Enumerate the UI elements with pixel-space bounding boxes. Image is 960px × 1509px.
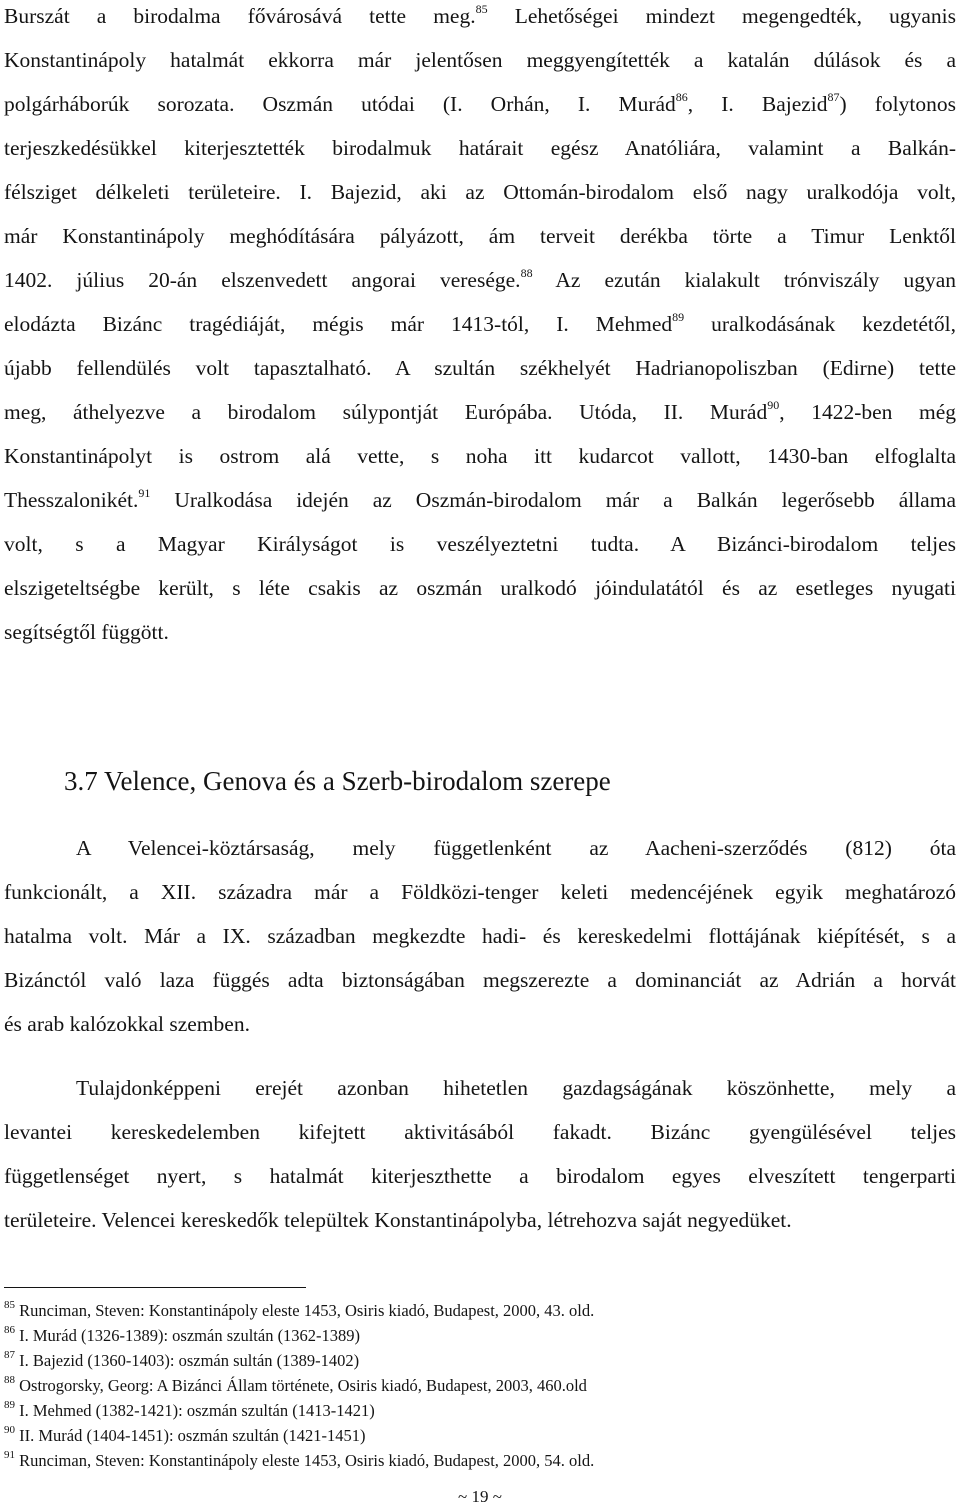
body-line [4,618,956,646]
footnote-text: Ostrogorsky, Georg: A Bizánci Állam története, Osiris kiadó, Budapest, 2003, 460.old [19,1376,587,1395]
body-line [76,1074,956,1102]
text-run: meg, áthelyezve a birodalom súlypontját Európába. Utóda, II. Murád [4,400,768,424]
text-run: és arab kalózokkal szemben. [4,1012,250,1036]
footnote-number: 87 [4,1349,15,1361]
text-run: , I. Bajezid [687,92,828,116]
text-run: terjeszkedésükkel kiterjesztették birodalmuk határait egész Anatóliára, valamint a Balkán- [4,136,956,160]
body-line [4,90,956,118]
text-run: elodázta Bizánc tragédiáját, mégis már 1413-tól, I. Mehmed [4,312,673,336]
text-run: segítségtől függött. [4,620,169,644]
text-run: Konstantinápolyt is ostrom alá vette, s noha itt kudarcot vallott, 1430-ban elfoglalta [4,444,956,468]
body-line [4,266,956,294]
body-line [4,486,956,514]
footnote [4,1325,360,1347]
text-run: Thesszalonikét. [4,488,139,512]
footnote-ref: 91 [138,486,151,500]
footnote-number: 88 [4,1374,15,1386]
text-run: polgárháborúk sorozata. Oszmán utódai (I. Orhán, I. Murád [4,92,676,116]
footnote-number: 91 [4,1449,15,1461]
body-line [4,1206,956,1234]
footnote [4,1450,594,1472]
text-run: 1402. július 20-án elszenvedett angorai veresége. [4,268,521,292]
body-line [4,442,956,470]
footnote-ref: 88 [520,266,533,280]
footnote-ref: 87 [827,90,840,104]
footnote-ref: 90 [767,398,780,412]
text-run: Bizánctól való laza függés adta biztonságában megszerezte a dominanciát az Adrián a horvát [4,968,956,992]
footnote [4,1375,587,1397]
footnote-separator [4,1287,306,1288]
text-run: , 1422-ben még [779,400,956,424]
text-run: Burszát a birodalma fővárosává tette meg. [4,4,476,28]
footnote [4,1425,366,1447]
footnote [4,1300,594,1322]
body-line [4,1162,956,1190]
footnote-text: Runciman, Steven: Konstantinápoly eleste 1453, Osiris kiadó, Budapest, 2000, 43. old. [19,1301,595,1320]
footnote-ref: 89 [672,310,685,324]
text-run: A Velencei-köztársaság, mely függetlenként az Aacheni-szerződés (812) óta [76,836,956,860]
body-line [4,574,956,602]
text-run: Uralkodása idején az Oszmán-birodalom már a Balkán legerősebb állama [150,488,956,512]
footnote [4,1400,375,1422]
text-run: függetlenséget nyert, s hatalmát kiterjeszthette a birodalom egyes elveszített tengerparti [4,1164,956,1188]
text-run: Konstantinápoly hatalmát ekkorra már jelentősen meggyengítették a katalán dúlások és a [4,48,956,72]
text-run: Tulajdonképpeni erejét azonban hihetetlen gazdagságának köszönhette, mely a [76,1076,956,1100]
body-line [4,222,956,250]
body-line [4,310,956,338]
text-run: Lehetőségei mindezt megengedték, ugyanis [487,4,956,28]
footnote [4,1350,359,1372]
body-line [4,1118,956,1146]
text-run: levantei kereskedelemben kifejtett aktivitásából fakadt. Bizánc gyengülésével teljes [4,1120,956,1144]
footnote-number: 85 [4,1299,15,1311]
body-line [4,530,956,558]
text-run: ) folytonos [839,92,956,116]
text-run: már Konstantinápoly meghódítására pályázott, ám terveit derékba törte a Timur Lenktől [4,224,956,248]
text-run: Az ezután kialakult trónviszály ugyan [532,268,956,292]
text-run: uralkodásának kezdetétől, [684,312,956,336]
body-line [4,178,956,206]
footnote-text: I. Bajezid (1360-1403): oszmán sultán (1389-1402) [19,1351,360,1370]
body-line [4,966,956,994]
footnote-text: Runciman, Steven: Konstantinápoly eleste 1453, Osiris kiadó, Budapest, 2000, 54. old. [19,1451,595,1470]
body-line [4,1010,956,1038]
footnote-ref: 86 [675,90,688,104]
body-line [4,354,956,382]
page-number: ~ 19 ~ [458,1487,502,1506]
text-run: félsziget délkeleti területeire. I. Bajezid, aki az Ottomán-birodalom első nagy uralkodója volt, [4,180,956,204]
text-run: volt, s a Magyar Királyságot is veszélyeztetni tudta. A Bizánci-birodalom teljes [4,532,956,556]
footnote-number: 89 [4,1399,15,1411]
text-run: funkcionált, a XII. századra már a Földközi-tenger keleti medencéjének egyik meghatározó [4,880,956,904]
text-run: területeire. Velencei kereskedők települtek Konstantinápolyba, létrehozva saját negyedüket. [4,1208,792,1232]
body-line [76,834,956,862]
body-line [4,398,956,426]
text-run: hatalma volt. Már a IX. században megkezdte hadi- és kereskedelmi flottájának kiépítését, s a [4,924,956,948]
footnote-text: II. Murád (1404-1451): oszmán szultán (1421-1451) [19,1426,366,1445]
footnote-number: 86 [4,1324,15,1336]
footnote-text: I. Murád (1326-1389): oszmán szultán (1362-1389) [19,1326,361,1345]
text-run: elszigeteltségbe került, s léte csakis az oszmán uralkodó jóindulatától és az esetleges nyugati [4,576,956,600]
section-heading: 3.7 Velence, Genova és a Szerb-birodalom szerepe [64,766,611,796]
body-line [4,922,956,950]
footnote-ref: 85 [475,2,488,16]
footnote-text: I. Mehmed (1382-1421): oszmán szultán (1413-1421) [19,1401,375,1420]
body-line [4,2,956,30]
body-line [4,134,956,162]
footnote-number: 90 [4,1424,15,1436]
body-line [4,46,956,74]
body-line [4,878,956,906]
text-run: újabb fellendülés volt tapasztalható. A szultán székhelyét Hadrianopoliszban (Edirne) tette [4,356,956,380]
